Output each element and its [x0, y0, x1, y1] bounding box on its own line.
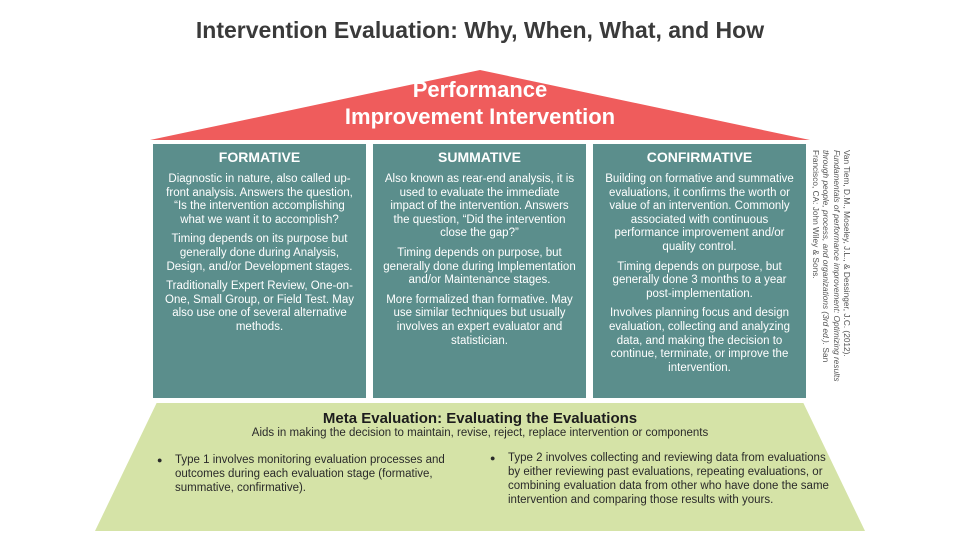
roof-label-line2: Improvement Intervention — [344, 104, 616, 129]
roof-label — [250, 76, 710, 130]
pillar-paragraph: Timing depends on purpose, but generally done 3 months to a year post-implementation. — [612, 260, 787, 300]
bullet-icon: ● — [490, 453, 496, 463]
pillar-heading: FORMATIVE — [218, 149, 301, 165]
pillar-paragraph: Building on formative and summative evaluations, it confirms the worth or value of an intervention. Commonly associated with continuous performance improvement and/or quality control. — [605, 173, 794, 253]
citation-authors: Van Tiem, D.M., Moseley, J.L., & Dessinger, J.C. (2012). — [842, 150, 852, 357]
meta-evaluation-title: Meta Evaluation: Evaluating the Evaluations — [322, 410, 638, 427]
bullet-text: Type 1 involves monitoring evaluation processes and outcomes during each evaluation stage (formative, summative, confirmative). — [175, 454, 445, 494]
pillar-paragraph: Timing depends on its purpose but generally done during Analysis, Design, and/or Development stages. — [166, 233, 353, 273]
citation-publisher: San Francisco, CA: John Wiley & Sons. — [810, 150, 832, 363]
bullet-icon: ● — [157, 455, 163, 465]
pillar-paragraph: More formalized than formative. May use similar techniques but usually involves an expert evaluator and statistician. — [386, 293, 573, 347]
pillar-paragraph: Traditionally Expert Review, One-on-One, Small Group, or Field Test. May also use one of several alternative methods. — [165, 280, 354, 333]
pillar-paragraph: Timing depends on purpose, but generally done during Implementation and/or Maintenance stages. — [383, 246, 576, 287]
citation-work: Fundamentals of performance improvement: Optimizing results through people, process, and organizations (3rd ed.). — [821, 150, 842, 382]
meta-bullet-type2 — [490, 451, 830, 507]
pillar-formative — [153, 144, 366, 398]
pillar-heading: SUMMATIVE — [438, 149, 521, 165]
pillar-summative — [373, 144, 586, 398]
meta-bullet-type1 — [157, 453, 487, 495]
pillar-heading: CONFIRMATIVE — [646, 149, 753, 165]
citation-text — [810, 150, 852, 390]
pillar-paragraph: Diagnostic in nature, also called up-front analysis. Answers the question, “Is the intervention accomplishing what we want it to accomplish? — [166, 173, 353, 226]
bullet-text: Type 2 involves collecting and reviewing data from evaluations by either reviewing past evaluations, repeating evaluations, or combining evaluation data from other who have done the same intervention and comparing those results with yours. — [508, 452, 829, 506]
pillar-confirmative — [593, 144, 806, 398]
citation — [808, 150, 852, 390]
pillar-paragraph: Involves planning focus and design evaluation, collecting and analyzing data, and making the decision to continue, terminate, or improve the intervention. — [609, 307, 790, 374]
pillar-paragraph: Also known as rear-end analysis, it is used to evaluate the immediate impact of the intervention. Answers the question, “Did the intervention close the gap?” — [384, 173, 575, 240]
slide-title: Intervention Evaluation: Why, When, What, and How — [195, 17, 765, 43]
meta-evaluation-subtitle: Aids in making the decision to maintain, revise, reject, replace intervention or components — [251, 427, 709, 439]
roof-label-line1: Performance — [412, 77, 548, 102]
